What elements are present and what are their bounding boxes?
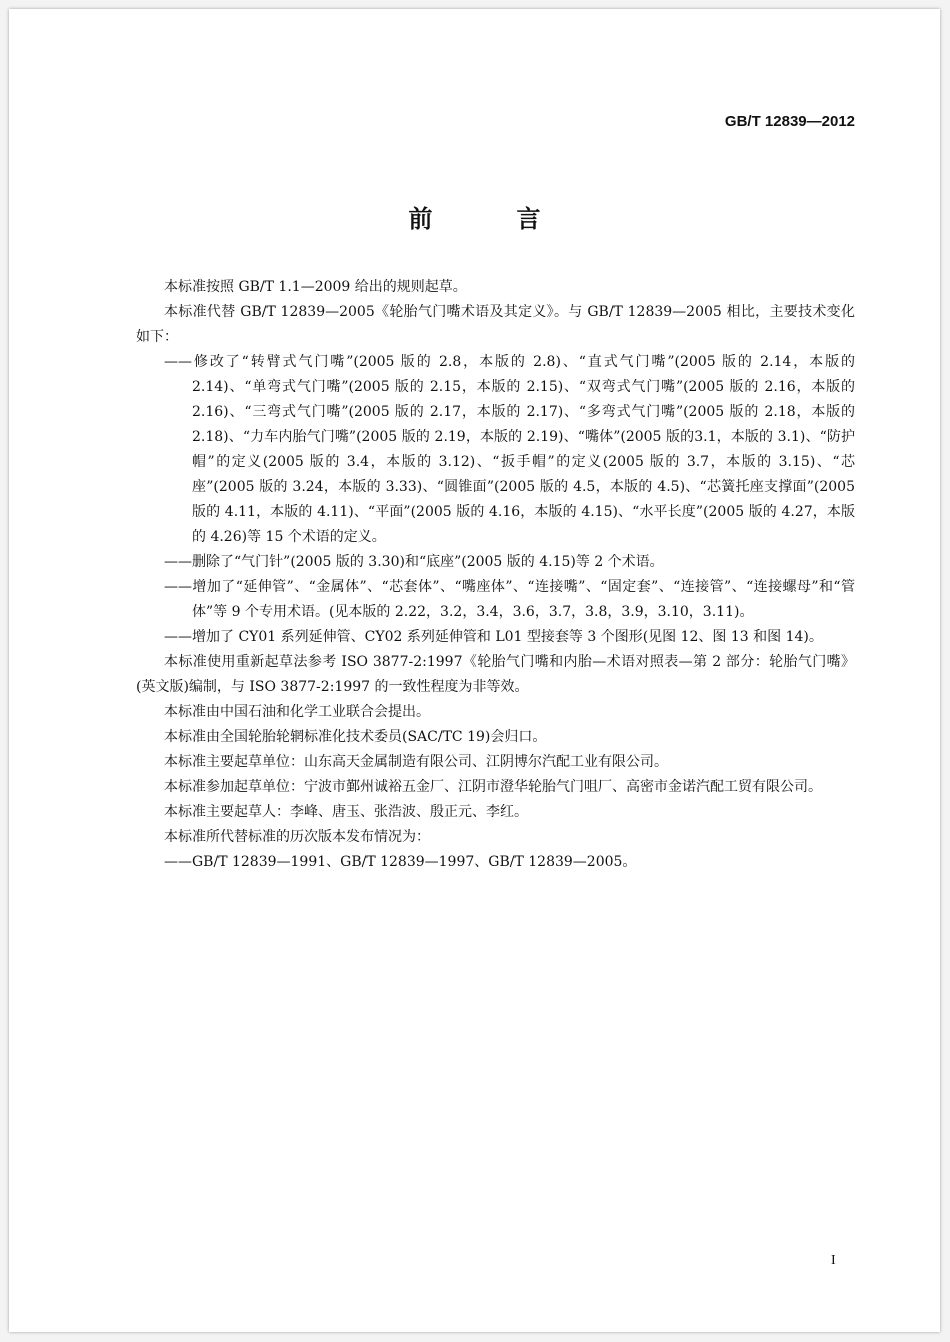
paragraph-committee: 本标准由全国轮胎轮辋标准化技术委员(SAC/TC 19)会归口。 <box>164 729 547 745</box>
paragraph-drafters: 本标准主要起草人：李峰、唐玉、张浩波、殷正元、李红。 <box>164 804 528 820</box>
preface-body <box>136 275 855 875</box>
paragraph-main-drafters-org: 本标准主要起草单位：山东高天金属制造有限公司、江阴博尔汽配工业有限公司。 <box>164 754 668 770</box>
paragraph-iso-reference: 本标准使用重新起草法参考 ISO 3877-2:1997《轮胎气门嘴和内胎—术语对照表—第 2 部分：轮胎气门嘴》(英文版)编制，与 ISO 3877-2:1997 的一致性程度为非等效。 <box>136 654 855 695</box>
document-page <box>9 9 940 1332</box>
page-title: 前 言 <box>408 204 571 233</box>
page-number: I <box>831 1253 836 1268</box>
paragraph-drafting-rules: 本标准按照 GB/T 1.1—2009 给出的规则起草。 <box>164 279 467 295</box>
change-item-added-terms: ——增加了“延伸管”、“金属体”、“芯套体”、“嘴座体”、“连接嘴”、“固定套”、“连接管”、“连接螺母”和“管体”等 9 个专用术语。(见本版的 2.22，3.2，3.4，3.6，3.7，3.8，3.9，3.10，3.11)。 <box>164 579 855 620</box>
change-item-added-figures: ——增加了 CY01 系列延伸管、CY02 系列延伸管和 L01 型接套等 3 个图形(见图 12、图 13 和图 14)。 <box>164 629 823 645</box>
change-item-deleted: ——删除了“气门针”(2005 版的 3.30)和“底座”(2005 版的 4.15)等 2 个术语。 <box>164 554 664 570</box>
history-item-versions: ——GB/T 12839—1991、GB/T 12839—1997、GB/T 12839—2005。 <box>164 854 637 870</box>
paragraph-participating-org: 本标准参加起草单位：宁波市鄞州诚裕五金厂、江阴市澄华轮胎气门咀厂、高密市金诺汽配工贸有限公司。 <box>164 779 822 795</box>
standard-code: GB/T 12839—2012 <box>724 113 855 130</box>
change-item-modified: ——修改了“转臂式气门嘴”(2005 版的 2.8，本版的 2.8)、“直式气门嘴”(2005 版的 2.14，本版的 2.14)、“单弯式气门嘴”(2005 版的 2.15，本版的 2.15)、“双弯式气门嘴”(2005 版的 2.16，本版的2.16)、“三弯式气门嘴”(2005 版的 2.17，本版的 2.17)、“多弯式气门嘴”(2005 版的 2.18，本版的2.18)、“力车内胎气门嘴”(2005 版的 2.19，本版的 2.19)、“嘴体”(2005 版的3.1，本版的 3.1)、“防护帽”的定义(2005 版的 3.4，本版的 3.12)、“扳手帽”的定义(2005 版的 3.7，本版的 3.15)、“芯座”(2005 版的 3.24，本版的 3.33)、“圆锥面”(2005 版的 4.5，本版的 4.5)、“芯簧托座支撑面”(2005 版的 4.11，本版的 4.11)、“平面”(2005 版的 4.16，本版的 4.15)、“水平长度”(2005 版的 4.27，本版的 4.26)等 15 个术语的定义。 <box>164 354 855 545</box>
paragraph-history: 本标准所代替标准的历次版本发布情况为： <box>164 829 430 845</box>
paragraph-replacement: 本标准代替 GB/T 12839—2005《轮胎气门嘴术语及其定义》。与 GB/T 12839—2005 相比，主要技术变化如下： <box>136 304 855 345</box>
paragraph-proposer: 本标准由中国石油和化学工业联合会提出。 <box>164 704 430 720</box>
